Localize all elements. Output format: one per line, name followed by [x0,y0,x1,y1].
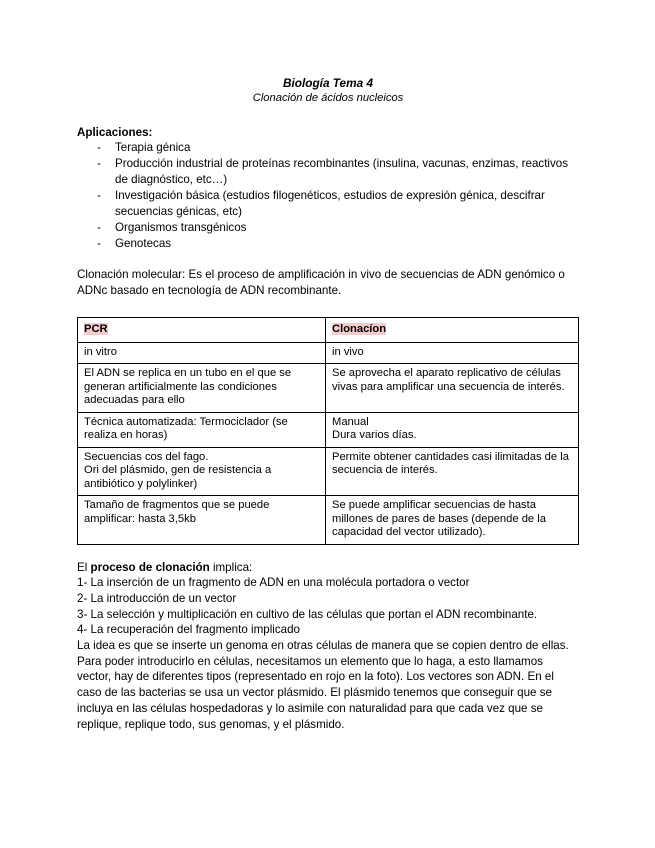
table-header-cell [78,318,326,343]
table-header-row [78,318,579,343]
dash-bullet: - [97,189,101,202]
table-cell: Se puede amplificar secuencias de hasta millones de pares de bases (depende de la capacidad del vector utilizado). [326,496,579,545]
table-row [78,447,579,496]
table-cell: in vivo [326,342,579,364]
intro-paragraph: Clonación molecular: Es el proceso de amplificación in vivo de secuencias de ADN genómico o ADNc basado en tecnología de ADN recombinante. [77,268,565,297]
list-item-text: Producción industrial de proteínas recombinantes (insulina, vacunas, enzimas, reactivos de diagnóstico, etc…) [115,157,569,186]
process-section [77,560,579,733]
dash-bullet: - [97,141,101,154]
table-cell: Permite obtener cantidades casi ilimitadas de la secuencia de interés. [326,447,579,496]
list-item-text: Organismos transgénicos [115,221,247,234]
table-header-cell [326,318,579,343]
document-subtitle: Clonación de ácidos nucleicos [252,92,404,104]
process-intro-prefix: El [77,560,91,574]
process-step: 3- La selección y multiplicación en cultivo de las células que portan el ADN recombinante. [77,607,538,621]
list-item [77,236,579,252]
applications-list [77,140,579,252]
table-cell: in vitro [78,342,326,364]
process-intro [77,560,579,576]
list-item-text: Terapia génica [115,141,191,154]
table-cell: Tamaño de fragmentos que se puede amplificar: hasta 3,5kb [78,496,326,545]
document-title: Biología Tema 4 [282,76,374,90]
document-page [77,76,579,732]
process-paragraph: La idea es que se inserte un genoma en otras células de manera que se copien dentro de ellas. Para poder introducirlo en células, necesitamos un elemento que lo haga, a esto llamamos vector, hay de diferentes tipos (representado en rojo en la foto). Los vectores son ADN. En el caso de las bacterias se usa un vector plásmido. El plásmido tenemos que conseguir que se incluya en las células hospedadoras y lo asimile con naturalidad para que cada vez que se replique, replique todo, sus genomas, y el plásmido. [77,639,569,731]
process-step: 2- La introducción de un vector [77,591,237,605]
list-item [77,188,579,220]
table-cell: Se aprovecha el aparato replicativo de células vivas para amplificar una secuencia de interés. [326,364,579,413]
dash-bullet: - [97,237,101,250]
table-row [78,496,579,545]
dash-bullet: - [97,157,101,170]
list-item-text: Genotecas [115,237,172,250]
table-cell: Secuencias cos del fago. Ori del plásmido, gen de resistencia a antibiótico y polylinker) [78,447,326,496]
header-pcr: PCR [84,323,108,335]
table-cell: El ADN se replica en un tubo en el que se generan artificialmente las condiciones adecuadas para ello [78,364,326,413]
process-step: 4- La recuperación del fragmento implicado [77,623,300,637]
list-item [77,156,579,188]
comparison-table [77,317,579,545]
list-item [77,220,579,236]
table-row [78,364,579,413]
table-row [78,342,579,364]
table-cell: Manual Dura varios días. [326,412,579,447]
list-item-text: Investigación básica (estudios filogenéticos, estudios de expresión génica, descifrar secuencias génicas, etc) [115,189,545,218]
process-intro-suffix: implica: [209,560,253,574]
process-intro-bold: proceso de clonación [90,560,210,574]
table-row [78,412,579,447]
header-clonacion: Clonacíon [332,323,387,335]
table-cell: Técnica automatizada: Termociclador (se realiza en horas) [78,412,326,447]
list-item [77,140,579,156]
applications-heading: Aplicaciones: [77,126,153,139]
dash-bullet: - [97,221,101,234]
process-step: 1- La inserción de un fragmento de ADN en una molécula portadora o vector [77,576,470,590]
